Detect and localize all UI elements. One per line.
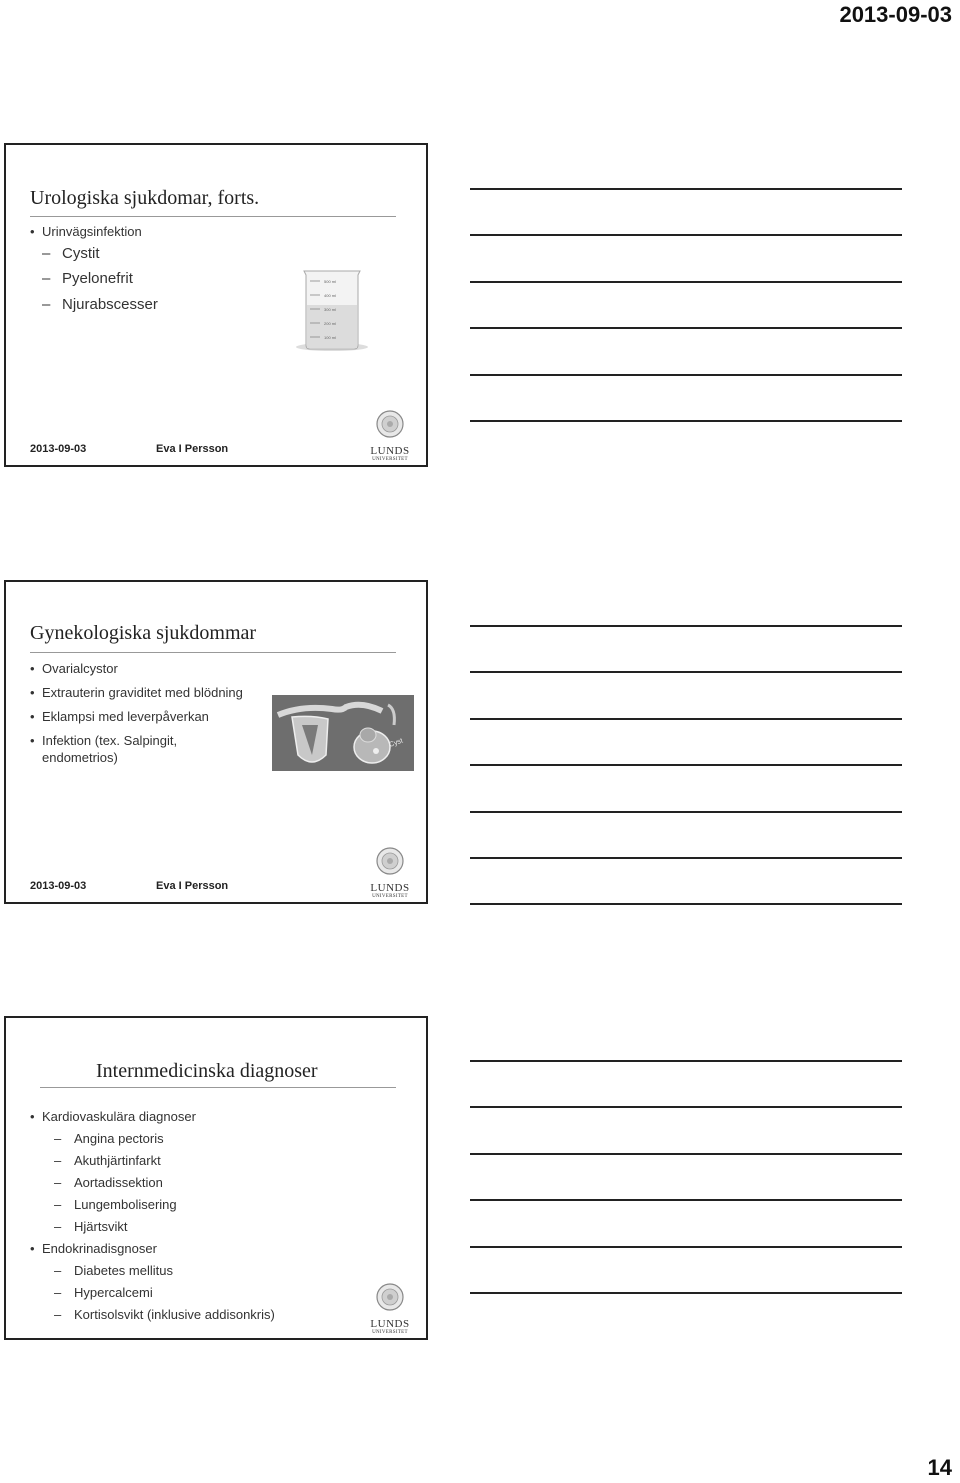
anatomy-image [272, 695, 414, 771]
list-item-text: Aortadissektion [74, 1175, 163, 1190]
university-logo [370, 409, 410, 462]
list-item [30, 684, 250, 701]
seal-icon [375, 1282, 405, 1312]
beaker-label: 400 ml [324, 293, 337, 298]
list-item [30, 1172, 275, 1194]
logo-text: LUNDS [370, 445, 410, 457]
note-line [470, 903, 902, 905]
image-label: Cyst [388, 737, 404, 749]
dash-marker: – [42, 245, 51, 262]
logo-text: LUNDS [370, 1318, 410, 1330]
list-item [30, 1150, 275, 1172]
dash-marker: – [54, 1307, 62, 1322]
footer-date: 2013-09-03 [30, 880, 87, 892]
note-line [470, 764, 902, 766]
list-item [30, 1282, 275, 1304]
list-item-text: Ovarialcystor [42, 661, 118, 676]
slide-3 [4, 1016, 428, 1340]
list-item [30, 223, 158, 241]
dash-marker: – [54, 1263, 62, 1278]
dash-marker: – [54, 1175, 62, 1190]
beaker-label: 200 ml [324, 321, 337, 326]
list-item [30, 292, 158, 318]
dash-marker: – [54, 1197, 62, 1212]
slide-2 [4, 580, 428, 904]
university-logo [370, 1282, 410, 1335]
list-item-text: Hjärtsvikt [74, 1219, 128, 1234]
list-item-text: Endokrinadisgnoser [42, 1241, 157, 1256]
seal-icon [375, 409, 405, 439]
list-item-text: Angina pectoris [74, 1131, 164, 1146]
list-item-text: Infektion (tex. Salpingit, endometrios) [42, 733, 178, 765]
note-line [470, 1246, 902, 1248]
list-item-text: Cystit [62, 245, 100, 262]
note-line [470, 1060, 902, 1062]
title-rule [40, 1087, 396, 1088]
slide-title: Gynekologiska sjukdommar [30, 622, 257, 644]
list-item-text: Akuthjärtinfarkt [74, 1153, 161, 1168]
slide-title: Internmedicinska diagnoser [96, 1060, 318, 1082]
list-item [30, 1194, 275, 1216]
dash-marker: – [54, 1285, 62, 1300]
beaker-label: 300 ml [324, 307, 337, 312]
note-line [470, 374, 902, 376]
beaker-image [290, 265, 370, 353]
list-item [30, 732, 250, 766]
list-item-text: Kortisolsvikt (inklusive addisonkris) [74, 1307, 275, 1322]
university-logo [370, 846, 410, 899]
note-line [470, 857, 902, 859]
dash-marker: – [54, 1153, 62, 1168]
dash-marker: – [54, 1219, 62, 1234]
footer-date: 2013-09-03 [30, 443, 87, 455]
note-line [470, 1153, 902, 1155]
list-item-text: Njurabscesser [62, 296, 158, 313]
list-item [30, 660, 250, 677]
note-line [470, 718, 902, 720]
note-line [470, 1199, 902, 1201]
note-line [470, 671, 902, 673]
bullet-list [30, 223, 158, 318]
dash-marker: – [42, 270, 51, 287]
bullet-list [30, 1106, 275, 1326]
beaker-label: 500 ml [324, 279, 337, 284]
dash-marker: – [42, 296, 51, 313]
list-item-text: Urinvägsinfektion [42, 224, 142, 239]
footer-author: Eva I Persson [156, 443, 229, 455]
note-line [470, 281, 902, 283]
list-item [30, 708, 250, 725]
seal-icon [375, 846, 405, 876]
page-number: 14 [927, 1455, 952, 1480]
list-item [30, 1106, 275, 1128]
list-item [30, 1260, 275, 1282]
logo-subtext: UNIVERSITET [372, 894, 408, 899]
page-date: 2013-09-03 [839, 2, 952, 27]
list-item-text: Hypercalcemi [74, 1285, 153, 1300]
list-item [30, 266, 158, 292]
footer-author: Eva I Persson [156, 880, 229, 892]
list-item-text: Lungembolisering [74, 1197, 177, 1212]
list-item [30, 241, 158, 266]
list-item-text: Extrauterin graviditet med blödning [42, 685, 243, 700]
title-rule [30, 652, 396, 653]
beaker-label: 100 ml [324, 335, 337, 340]
bullet-list [30, 660, 250, 766]
logo-subtext: UNIVERSITET [372, 1330, 408, 1335]
title-rule [30, 216, 396, 217]
note-line [470, 327, 902, 329]
note-line [470, 420, 902, 422]
note-line [470, 1292, 902, 1294]
list-item [30, 1128, 275, 1150]
logo-subtext: UNIVERSITET [372, 457, 408, 462]
note-line [470, 1106, 902, 1108]
list-item [30, 1216, 275, 1238]
note-line [470, 811, 902, 813]
note-line [470, 188, 902, 190]
list-item-text: Kardiovaskulära diagnoser [42, 1109, 196, 1124]
note-line [470, 625, 902, 627]
dash-marker: – [54, 1131, 62, 1146]
note-line [470, 234, 902, 236]
slide-title: Urologiska sjukdomar, forts. [30, 187, 260, 209]
slide-1 [4, 143, 428, 467]
list-item [30, 1238, 275, 1260]
list-item [30, 1304, 275, 1326]
logo-text: LUNDS [370, 882, 410, 894]
list-item-text: Pyelonefrit [62, 270, 133, 287]
list-item-text: Eklampsi med leverpåverkan [42, 709, 209, 724]
list-item-text: Diabetes mellitus [74, 1263, 173, 1278]
